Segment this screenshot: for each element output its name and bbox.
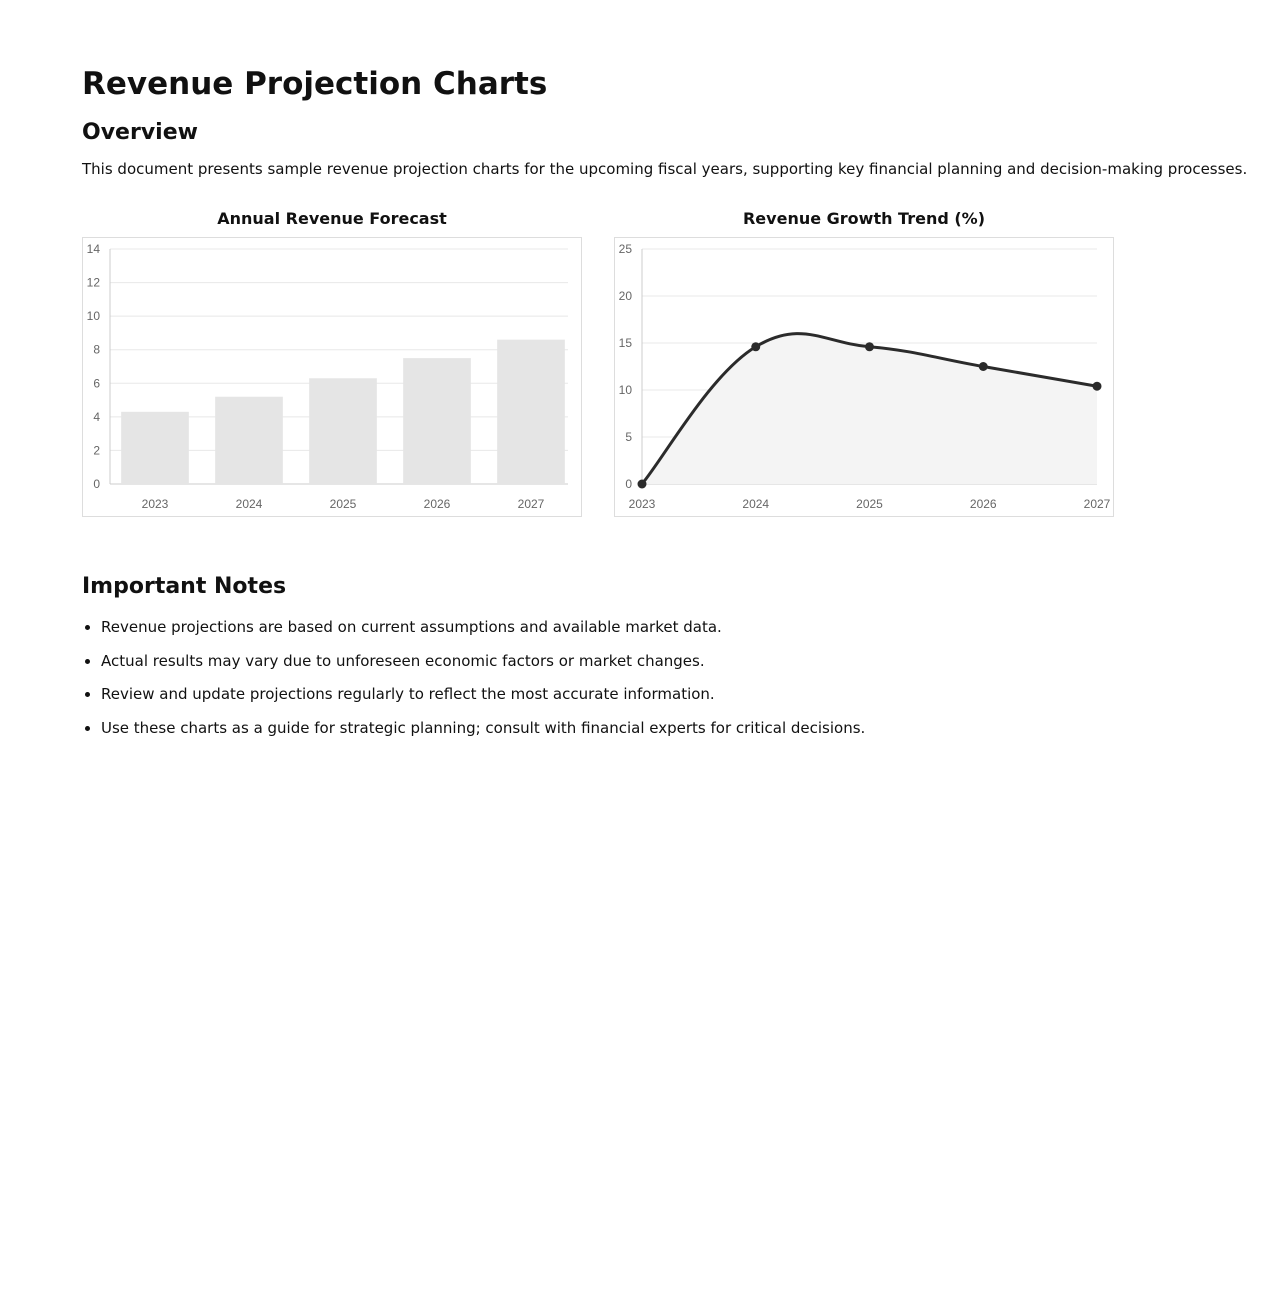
y-tick-label: 6: [93, 376, 100, 391]
charts-row: [82, 208, 1278, 530]
y-tick-label: 0: [625, 477, 632, 491]
growth-area: [642, 334, 1097, 484]
y-tick-label: 5: [625, 430, 632, 444]
x-tick-label: 2024: [742, 497, 770, 511]
bar-2027: [497, 340, 565, 484]
y-tick-label: 10: [86, 309, 100, 324]
point-2027: [1093, 382, 1102, 391]
y-tick-label: 8: [93, 342, 100, 357]
overview-text: This document presents sample revenue projection charts for the upcoming fiscal years, supporting key financial planning and decision-making processes.: [82, 160, 1248, 178]
y-tick-label: 20: [618, 289, 632, 303]
y-tick-label: 10: [618, 383, 632, 397]
overview-heading: Overview: [82, 120, 198, 145]
line-chart-title: Revenue Growth Trend (%): [742, 209, 986, 228]
y-tick-label: 0: [93, 477, 100, 491]
note-item: • Actual results may vary due to unforeseen economic factors or market changes.: [101, 650, 1278, 672]
line-chart-block: [614, 208, 1114, 517]
bar-chart-title: Annual Revenue Forecast: [217, 209, 447, 228]
y-tick-label: 25: [618, 242, 632, 256]
note-item: • Revenue projections are based on current assumptions and available market data.: [101, 616, 1278, 638]
point-2023: [638, 480, 647, 489]
x-tick-label: 2026: [969, 497, 997, 511]
y-tick-label: 12: [86, 275, 100, 290]
y-tick-label: 15: [618, 336, 632, 350]
notes-heading: Important Notes: [82, 574, 287, 599]
point-2025: [865, 342, 874, 351]
notes-list: [82, 616, 1278, 739]
bar-chart-block: [82, 208, 582, 517]
bar-chart-frame: [82, 237, 582, 517]
x-tick-label: 2023: [141, 497, 169, 511]
x-tick-label: 2027: [517, 497, 545, 511]
point-2026: [979, 362, 988, 371]
bar-2024: [215, 397, 283, 484]
y-tick-label: 14: [86, 242, 100, 256]
x-tick-label: 2026: [423, 497, 451, 511]
y-tick-label: 4: [93, 409, 100, 424]
x-tick-label: 2027: [1083, 497, 1111, 511]
note-item: • Review and update projections regularly to reflect the most accurate information.: [101, 683, 1278, 705]
bar-2023: [121, 412, 189, 484]
bar-2025: [309, 378, 377, 484]
point-2024: [751, 342, 760, 351]
x-tick-label: 2024: [235, 497, 263, 511]
line-chart: [615, 238, 1113, 516]
x-tick-label: 2025: [856, 497, 883, 511]
x-tick-label: 2023: [628, 497, 656, 511]
x-tick-label: 2025: [329, 497, 357, 511]
bar-2026: [403, 358, 471, 484]
y-tick-label: 2: [93, 443, 100, 458]
page-title: Revenue Projection Charts: [82, 66, 548, 102]
bar-chart: [83, 238, 581, 516]
note-item: • Use these charts as a guide for strategic planning; consult with financial experts for critical decisions.: [101, 717, 1278, 739]
line-chart-frame: [614, 237, 1114, 517]
